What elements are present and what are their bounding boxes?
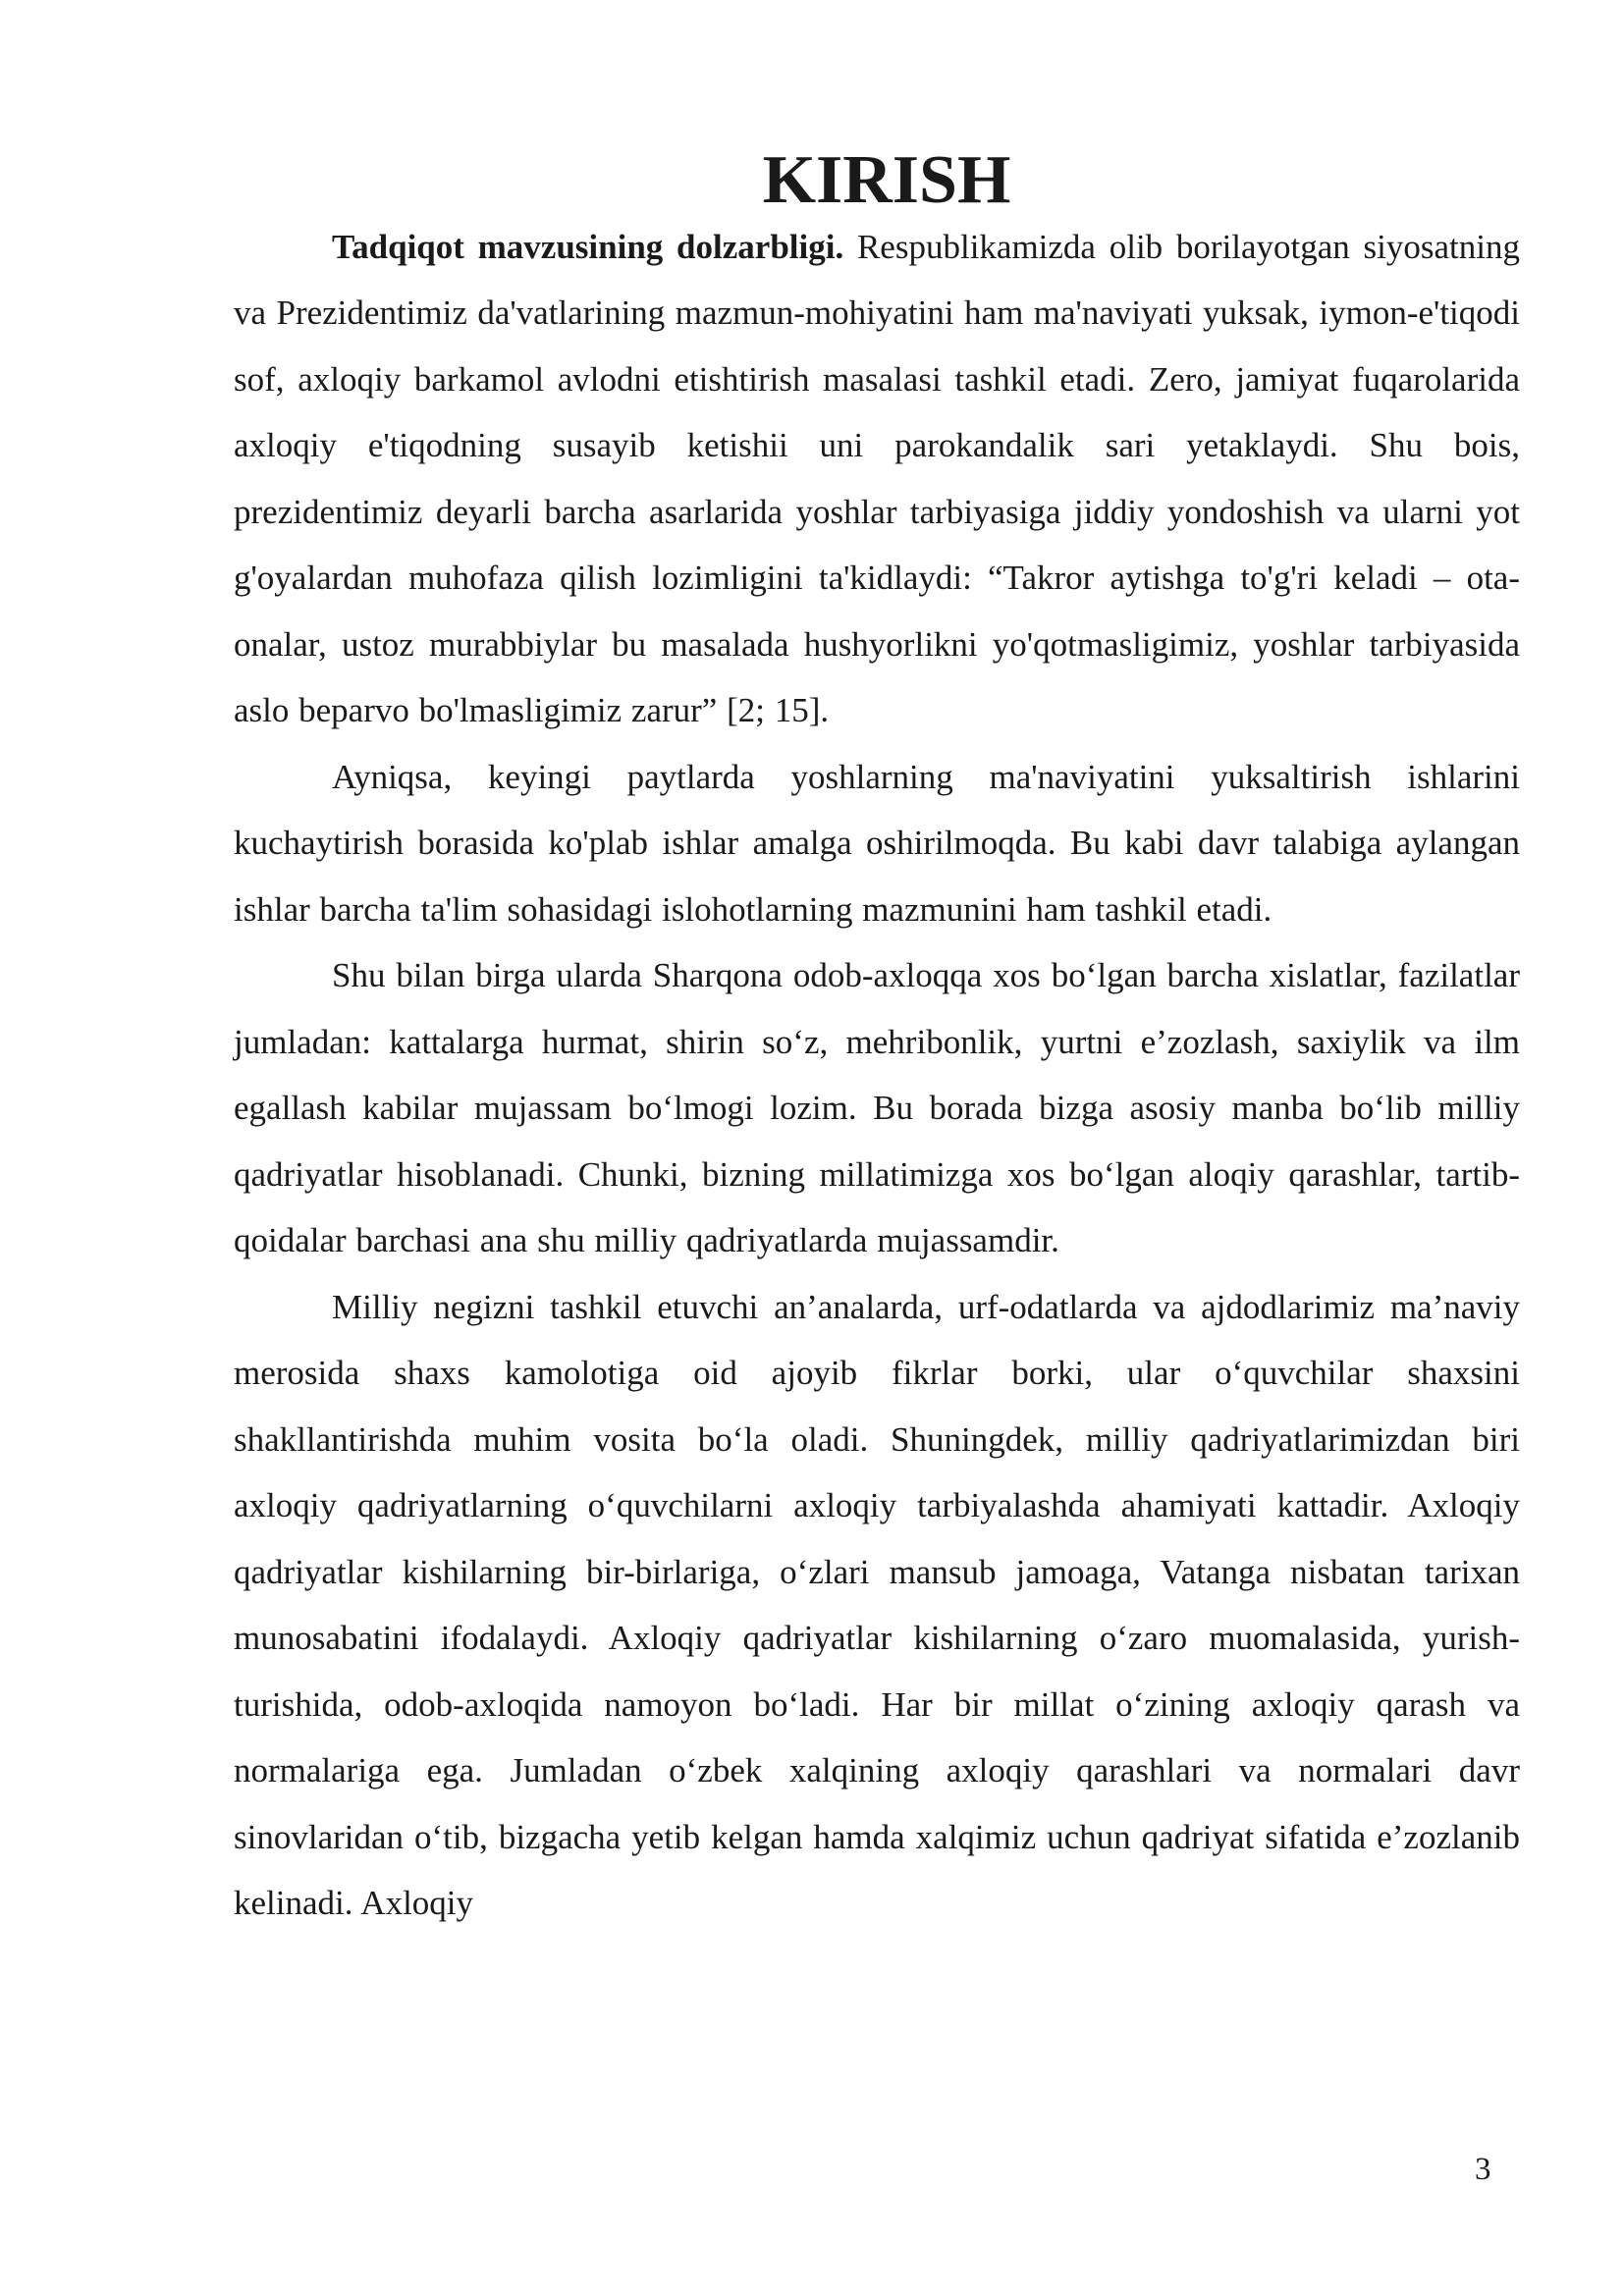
page-number: 3	[1475, 2152, 1491, 2187]
paragraph-text: Respublikamizda olib borilayotgan siyosatning va Prezidentimiz da'vatlarining mazmun-mohiyatini ham ma'naviyati yuksak, iymon-e'tiqodi sof, axloqiy barkamol avlodni etishtirish masalasi tashkil etadi. Zero, jamiyat fuqarolarida axloqiy e'tiqodning susayib ketishii uni parokandalik sari yetaklaydi. Shu bois, prezidentimiz deyarli barcha asarlarida yoshlar tarbiyasiga jiddiy yondoshish va ularni yot g'oyalardan muhofaza qilish lozimligini ta'kidlaydi: “Takror aytishga to'g'ri keladi – ota-onalar, ustoz murabbiylar bu masalada hushyorlikni yo'qotmasligimiz, yoshlar tarbiyasida aslo beparvo bo'lmasligimiz zarur” [2; 15].	[234, 227, 1521, 729]
paragraph-2: Ayniqsa, keyingi paytlarda yoshlarning ma'naviyatini yuksaltirish ishlarini kuchaytirish borasida ko'plab ishlar amalga oshirilmoqda. Bu kabi davr talabiga aylangan ishlar barcha ta'lim sohasidagi islohotlarning mazmunini ham tashkil etadi.	[234, 757, 1520, 929]
document-body	[234, 142, 1521, 1937]
paragraph-3: Shu bilan birga ularda Sharqona odob-axloqqa xos bo‘lgan barcha xislatlar, fazilatlar jumladan: kattalarga hurmat, shirin so‘z, mehribonlik, yurtni e’zozlash, saxiylik va ilm egallash kabilar mujassam bo‘lmogi lozim. Bu borada bizga asosiy manba bo‘lib milliy qadriyatlar hisoblanadi. Chunki, bizning millatimizga xos bo‘lgan aloqiy qarashlar, tartib-qoidalar barchasi ana shu milliy qadriyatlarda mujassamdir.	[234, 956, 1520, 1259]
paragraph-4: Milliy negizni tashkil etuvchi an’analarda, urf-odatlarda va ajdodlarimiz ma’naviy merosida shaxs kamolotiga oid ajoyib fikrlar borki, ular o‘quvchilar shaxsini shakllantirishda muhim vosita bo‘la oladi. Shuningdek, milliy qadriyatlarimizdan biri axloqiy qadriyatlarning o‘quvchilarni axloqiy tarbiyalashda ahamiyati kattadir. Axloqiy qadriyatlar kishilarning bir-birlariga, o‘zlari mansub jamoaga, Vatanga nisbatan tarixan munosabatini ifodalaydi. Axloqiy qadriyatlar kishilarning o‘zaro muomalasida, yurish-turishida, odob-axloqida namoyon bo‘ladi. Har bir millat o‘zining axloqiy qarash va normalariga ega. Jumladan o‘zbek xalqining axloqiy qarashlari va normalari davr sinovlaridan o‘tib, bizgacha yetib kelgan hamda xalqimiz uchun qadriyat sifatida e’zozlanib kelinadi. Axloqiy	[234, 1287, 1520, 1922]
paragraph-lead: Tadqiqot mavzusining dolzarbligi.	[332, 227, 844, 266]
paragraph-relevance	[234, 214, 1520, 744]
document-heading: KIRISH	[762, 142, 1011, 218]
